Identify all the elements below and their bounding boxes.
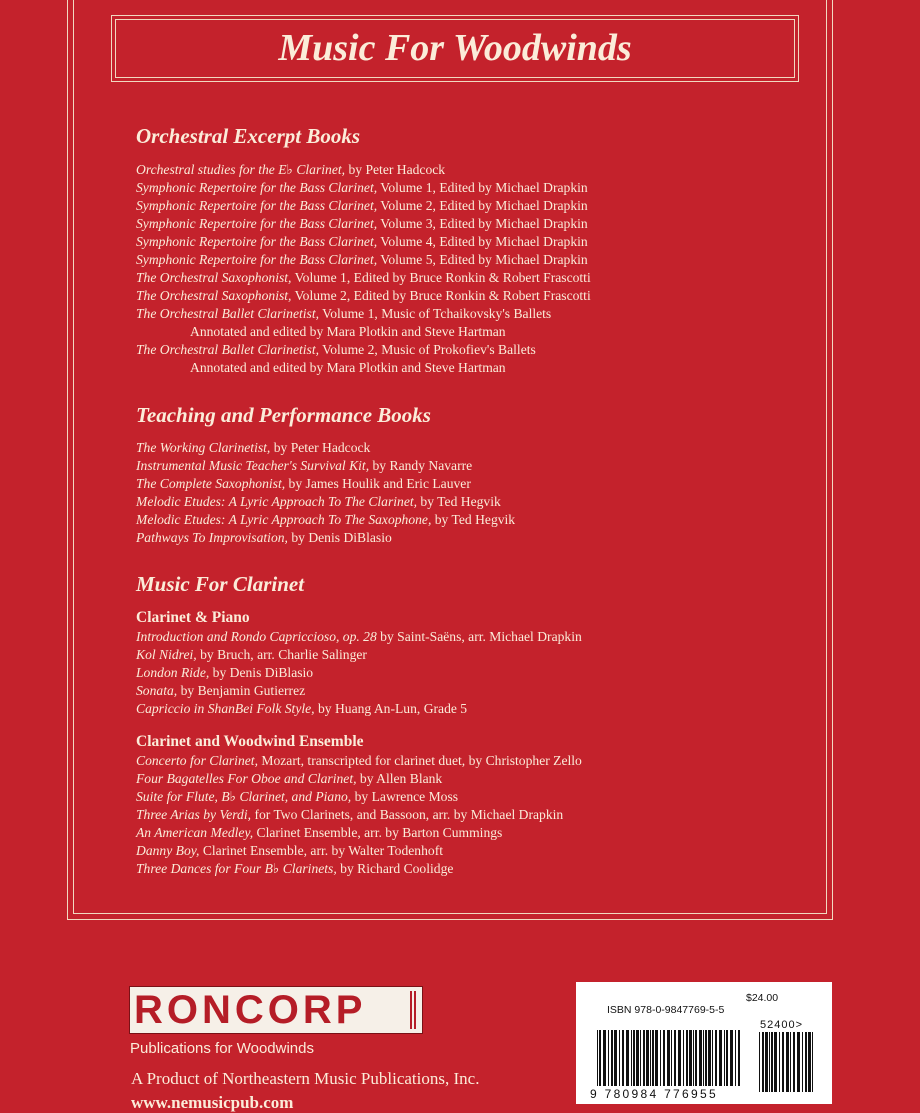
orchestral-entry (190, 359, 506, 377)
barcode-bar (652, 1030, 654, 1086)
clarinet-piano-entry (136, 664, 313, 682)
clarinet-piano-entry (136, 646, 367, 664)
barcode-bar (715, 1030, 717, 1086)
barcode-bar (655, 1030, 658, 1086)
barcode-bar (708, 1030, 711, 1086)
entry-title: The Orchestral Saxophonist, (136, 270, 292, 285)
barcode-bar (663, 1030, 665, 1086)
barcode-bar (735, 1030, 736, 1086)
orchestral-entry (190, 323, 506, 341)
barcode-bar (808, 1032, 811, 1092)
clarinet-piano-heading: Clarinet & Piano (136, 609, 250, 626)
barcode-bar (636, 1030, 639, 1086)
entry-details: Volume 4, Edited by Michael Drapkin (377, 234, 588, 249)
entry-title: The Working Clarinetist, (136, 440, 271, 455)
entry-details: by Allen Blank (356, 771, 443, 786)
page-title: Music For Woodwinds (278, 27, 632, 69)
entry-title: Melodic Etudes: A Lyric Approach To The Clarinet, (136, 494, 418, 509)
entry-details: Volume 3, Edited by Michael Drapkin (377, 216, 588, 231)
entry-details: Annotated and edited by Mara Plotkin and Steve Hartman (190, 324, 506, 339)
entry-title: Introduction and Rondo Capriccioso, op. 28 (136, 629, 377, 644)
teaching-entry (136, 475, 471, 493)
entry-details: by Randy Navarre (369, 458, 473, 473)
entry-details: Volume 5, Edited by Michael Drapkin (377, 252, 588, 267)
barcode-bar (730, 1030, 733, 1086)
entry-title: Kol Nidrei, (136, 647, 197, 662)
section-orchestral-heading: Orchestral Excerpt Books (136, 124, 361, 148)
barcode-bar (643, 1030, 645, 1086)
entry-details: Clarinet Ensemble, arr. by Barton Cummings (253, 825, 503, 840)
barcode-bar (805, 1032, 807, 1092)
section-teaching-heading: Teaching and Performance Books (136, 403, 431, 427)
barcode-bar (678, 1030, 681, 1086)
orchestral-entry (136, 251, 588, 269)
entry-title: Symphonic Repertoire for the Bass Clarinet, (136, 180, 378, 195)
teaching-entry (136, 493, 501, 511)
clarinet-ensemble-entry (136, 860, 453, 878)
clarinet-ensemble-entry (136, 824, 502, 842)
entry-details: Annotated and edited by Mara Plotkin and Steve Hartman (190, 360, 506, 375)
entry-details: by Benjamin Gutierrez (177, 683, 306, 698)
barcode-bar (660, 1030, 661, 1086)
barcode-bar (769, 1032, 770, 1092)
barcode-bar (802, 1032, 803, 1092)
title-box (111, 15, 799, 82)
roncorp-logo (129, 986, 423, 1034)
barcode-bar (705, 1030, 707, 1086)
entry-details: by Denis DiBlasio (209, 665, 314, 680)
entry-details: by Denis DiBlasio (287, 530, 392, 545)
barcode-bar (797, 1032, 800, 1092)
barcode-bar (683, 1030, 684, 1086)
clarinet-ensemble-entry (136, 770, 442, 788)
barcode-label (576, 982, 832, 1104)
price-text: $24.00 (746, 992, 779, 1004)
entry-title: Three Dances for Four B♭ Clarinets, (136, 861, 337, 876)
barcode-bar (689, 1030, 692, 1086)
entry-details: by Ted Hegvik (431, 512, 516, 527)
entry-title: Concerto for Clarinet, (136, 753, 258, 768)
orchestral-entry (136, 269, 591, 287)
barcode-bar (790, 1032, 791, 1092)
entry-title: London Ride, (136, 665, 210, 680)
entry-title: The Orchestral Ballet Clarinetist, (136, 342, 320, 357)
staff-lines-icon (410, 991, 418, 1029)
entry-details: Volume 1, Music of Tchaikovsky's Ballets (319, 306, 552, 321)
entry-title: Symphonic Repertoire for the Bass Clarinet, (136, 234, 378, 249)
clarinet-piano-entry (136, 682, 305, 700)
barcode-bar (671, 1030, 672, 1086)
entry-title: Pathways To Improvisation, (136, 530, 288, 545)
barcode-bar (712, 1030, 713, 1086)
barcode-bar (686, 1030, 688, 1086)
publisher-tagline: Publications for Woodwinds (130, 1040, 314, 1057)
entry-title: An American Medley, (136, 825, 254, 840)
barcode-bar (597, 1030, 598, 1086)
barcode-bar (726, 1030, 728, 1086)
addon-barcode-bars (759, 1032, 813, 1092)
entry-title: The Orchestral Saxophonist, (136, 288, 292, 303)
clarinet-ensemble-heading: Clarinet and Woodwind Ensemble (136, 733, 364, 750)
entry-title: The Orchestral Ballet Clarinetist, (136, 306, 320, 321)
orchestral-entry (136, 179, 588, 197)
barcode-bar (724, 1030, 725, 1086)
entry-title: Danny Boy, (136, 843, 200, 858)
orchestral-entry (136, 287, 591, 305)
entry-details: by Bruch, arr. Charlie Salinger (196, 647, 367, 662)
barcode-bar (779, 1032, 780, 1092)
clarinet-piano-entry (136, 628, 582, 646)
teaching-entry (136, 529, 392, 547)
barcode-bar (633, 1030, 635, 1086)
barcode-bar (667, 1030, 670, 1086)
barcode-bar (608, 1030, 609, 1086)
barcode-bar (695, 1030, 697, 1086)
orchestral-entry (136, 305, 551, 323)
barcode-bar (599, 1030, 601, 1086)
entry-details: Volume 1, Edited by Michael Drapkin (377, 180, 588, 195)
teaching-entry (136, 511, 515, 529)
orchestral-entry (136, 215, 588, 233)
clarinet-piano-entry (136, 700, 467, 718)
website-link[interactable]: www.nemusicpub.com (131, 1093, 294, 1112)
entry-title: Symphonic Repertoire for the Bass Clarinet, (136, 216, 378, 231)
clarinet-ensemble-entry (136, 752, 582, 770)
entry-details: by Ted Hegvik (417, 494, 501, 509)
entry-details: for Two Clarinets, and Bassoon, arr. by Michael Drapkin (251, 807, 564, 822)
entry-details: Mozart, transcripted for clarinet duet, by Christopher Zello (257, 753, 582, 768)
barcode-bar (759, 1032, 760, 1092)
barcode-bar (646, 1030, 649, 1086)
orchestral-entry (136, 161, 445, 179)
entry-details: by James Houlik and Eric Lauver (285, 476, 471, 491)
entry-title: Symphonic Repertoire for the Bass Clarinet, (136, 252, 378, 267)
barcode-bar (699, 1030, 702, 1086)
orchestral-entry (136, 233, 588, 251)
barcode-bar (631, 1030, 632, 1086)
barcode-bar (771, 1032, 773, 1092)
entry-details: by Lawrence Moss (351, 789, 459, 804)
barcode-bar (738, 1030, 740, 1086)
orchestral-entry (136, 197, 588, 215)
barcode-bar (782, 1032, 784, 1092)
clarinet-ensemble-entry (136, 842, 443, 860)
barcode-bar (640, 1030, 641, 1086)
entry-title: Instrumental Music Teacher's Survival Kit, (136, 458, 370, 473)
entry-details: Volume 1, Edited by Bruce Ronkin & Robert Frascotti (291, 270, 591, 285)
entry-details: Volume 2, Edited by Michael Drapkin (377, 198, 588, 213)
entry-details: by Peter Hadcock (270, 440, 371, 455)
barcode-bar (703, 1030, 704, 1086)
barcode-bar (762, 1032, 764, 1092)
entry-details: Volume 2, Edited by Bruce Ronkin & Robert Frascotti (291, 288, 591, 303)
clarinet-ensemble-entry (136, 788, 458, 806)
entry-details: by Richard Coolidge (336, 861, 454, 876)
barcode-bar (765, 1032, 768, 1092)
barcode-bar (622, 1030, 624, 1086)
entry-title: Three Arias by Verdi, (136, 807, 252, 822)
barcode-bar (812, 1032, 813, 1092)
barcode-bar (626, 1030, 629, 1086)
section-clarinet-heading: Music For Clarinet (136, 572, 305, 596)
barcode-bar (650, 1030, 651, 1086)
barcode-bar (719, 1030, 722, 1086)
entry-title: Four Bagatelles For Oboe and Clarinet, (136, 771, 357, 786)
entry-title: Capriccio in ShanBei Folk Style, (136, 701, 315, 716)
addon-digits: 52400> (760, 1019, 804, 1031)
entry-title: The Complete Saxophonist, (136, 476, 286, 491)
clarinet-ensemble-entry (136, 806, 563, 824)
entry-title: Sonata, (136, 683, 178, 698)
teaching-entry (136, 457, 472, 475)
entry-title: Symphonic Repertoire for the Bass Clarinet, (136, 198, 378, 213)
entry-details: Clarinet Ensemble, arr. by Walter Todenhoft (199, 843, 444, 858)
teaching-entry (136, 439, 370, 457)
barcode-bar (793, 1032, 795, 1092)
barcode-bar (619, 1030, 620, 1086)
orchestral-entry (136, 341, 536, 359)
logo-text: RONCORP (134, 988, 367, 1032)
barcode-bar (693, 1030, 694, 1086)
entry-details: Volume 2, Music of Prokofiev's Ballets (319, 342, 536, 357)
barcode-bars (597, 1030, 742, 1086)
barcode-bar (786, 1032, 789, 1092)
entry-title: Suite for Flute, B♭ Clarinet, and Piano, (136, 789, 352, 804)
barcode-digits: 9 780984 776955 (590, 1087, 718, 1101)
entry-details: by Saint-Saëns, arr. Michael Drapkin (376, 629, 582, 644)
isbn-text: ISBN 978-0-9847769-5-5 (607, 1004, 725, 1016)
entry-title: Melodic Etudes: A Lyric Approach To The Saxophone, (136, 512, 432, 527)
entry-details: by Huang An-Lun, Grade 5 (314, 701, 468, 716)
barcode-bar (614, 1030, 617, 1086)
barcode-bar (611, 1030, 613, 1086)
barcode-bar (774, 1032, 777, 1092)
barcode-bar (674, 1030, 676, 1086)
entry-details: by Peter Hadcock (345, 162, 446, 177)
product-line: A Product of Northeastern Music Publications, Inc. (131, 1069, 480, 1088)
barcode-bar (603, 1030, 606, 1086)
entry-title: Orchestral studies for the E♭ Clarinet, (136, 162, 346, 177)
